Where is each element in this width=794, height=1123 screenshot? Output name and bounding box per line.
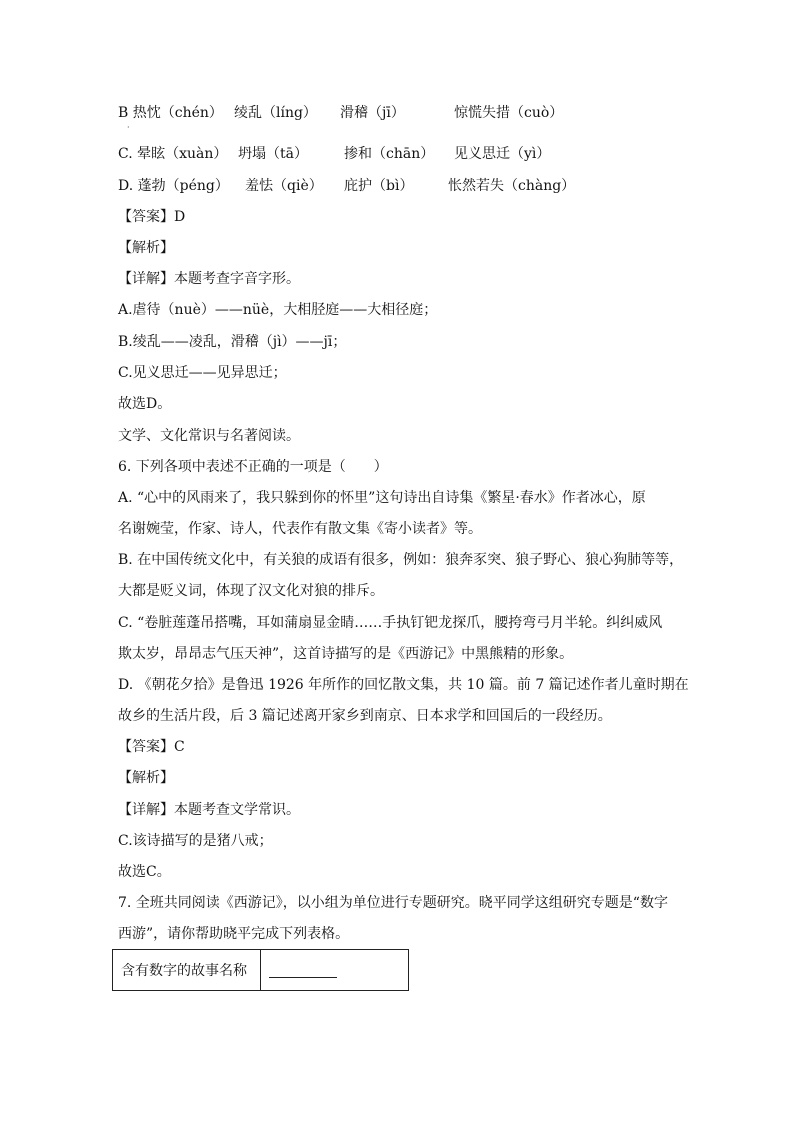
q6-option-a-line2: 名谢婉莹，作家、诗人，代表作有散文集《寄小读者》等。	[118, 521, 482, 537]
option-b-item-1: B 热忱（chén）	[118, 105, 223, 121]
option-b-item-2: 绫乱（líng）	[234, 105, 317, 121]
q5-explain-c: C.见义思迁——见异思迁；	[118, 365, 287, 381]
section-heading: 文学、文化常识与名著阅读。	[118, 428, 300, 444]
q6-option-a-line1: A. “心中的风雨来了，我只躲到你的怀里”这句诗出自诗集《繁星·春水》作者冰心，原	[118, 490, 646, 506]
q6-option-c-line1: C. “卷脏莲蓬吊搭嘴，耳如蒲扇显金睛……手执钉钯龙探爪，腰挎弯弓月半轮。纠纠威风	[118, 615, 663, 631]
q6-detail: 【详解】本题考查文学常识。	[118, 802, 300, 818]
q6-option-c-line2: 欺太岁，昂昂志气压天神”，这首诗描写的是《西游记》中黑熊精的形象。	[118, 646, 574, 662]
q5-explain-b: B.绫乱——凌乱，滑稽（jì）——jī；	[118, 334, 347, 350]
answer-blank[interactable]	[269, 963, 337, 978]
q6-option-b-line2: 大都是贬义词，体现了汉文化对狼的排斥。	[118, 583, 384, 599]
q5-analysis-heading: 【解析】	[118, 240, 174, 256]
option-d-item-3: 庇护（bì）	[344, 178, 414, 194]
q5-answer: 【答案】D	[118, 209, 186, 225]
q5-choose: 故选D。	[118, 396, 172, 412]
story-table	[112, 949, 409, 991]
option-d-item-4: 怅然若失（chàng）	[448, 178, 576, 194]
q6-explain-c: C.该诗描写的是猪八戒；	[118, 833, 273, 849]
option-b-item-3: 滑稽（jī）	[340, 105, 405, 121]
option-c-item-4: 见义思迁（yì）	[454, 146, 551, 162]
q6-stem: 6. 下列各项中表述不正确的一项是（ ）	[118, 459, 388, 475]
option-d-item-2: 羞怯（qiè）	[245, 178, 323, 194]
table-answer-cell[interactable]	[261, 950, 409, 991]
table-label-cell: 含有数字的故事名称	[113, 950, 261, 991]
q6-answer: 【答案】C	[118, 739, 185, 755]
q5-explain-a: A.虐待（nuè）——nüè，大相胫庭——大相径庭；	[118, 302, 438, 318]
q6-choose: 故选C。	[118, 864, 171, 880]
q6-option-d-line1: D. 《朝花夕拾》是鲁迅 1926 年所作的回忆散文集，共 10 篇。前 7 篇记述作者儿童时期在	[118, 677, 689, 693]
q7-stem-line2: 西游”，请你帮助晓平完成下列表格。	[118, 926, 350, 942]
bullet-dot: ·	[127, 123, 130, 132]
option-d-item-1: D. 蓬勃（péng）	[118, 178, 229, 194]
option-b-item-4: 惊慌失措（cuò）	[454, 105, 564, 121]
q6-option-b-line1: B. 在中国传统文化中，有关狼的成语有很多，例如：狼奔豕突、狼子野心、狼心狗肺等等，	[118, 552, 684, 568]
option-c-item-3: 掺和（chān）	[344, 146, 435, 162]
q6-option-d-line2: 故乡的生活片段，后 3 篇记述离开家乡到南京、日本求学和回国后的一段经历。	[118, 708, 612, 724]
option-c-item-1: C. 晕眩（xuàn）	[118, 146, 228, 162]
option-c-item-2: 坍塌（tā）	[238, 146, 308, 162]
q6-analysis-heading: 【解析】	[118, 770, 174, 786]
q5-detail: 【详解】本题考查字音字形。	[118, 271, 300, 287]
table-row	[113, 950, 409, 991]
q7-stem-line1: 7. 全班共同阅读《西游记》，以小组为单位进行专题研究。晓平同学这组研究专题是“数字	[118, 895, 668, 911]
